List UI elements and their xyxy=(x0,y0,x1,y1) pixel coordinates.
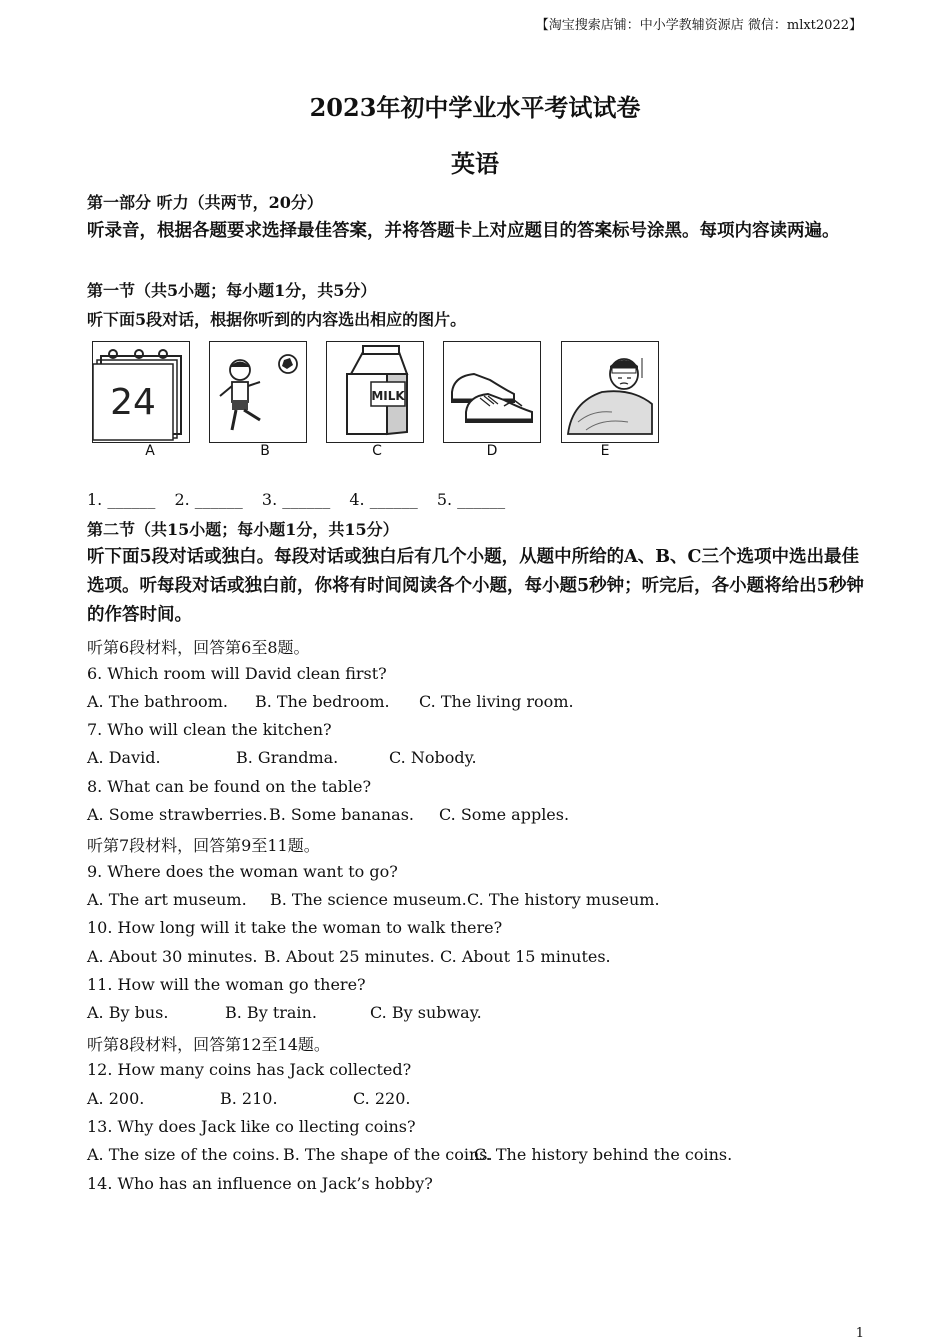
option: A. 200. xyxy=(87,1089,145,1108)
option: B. About 25 minutes. xyxy=(264,947,435,966)
question-10: 10. How long will it take the woman to walk there? xyxy=(87,918,503,937)
option: A. The size of the coins. xyxy=(87,1145,280,1164)
question-6: 6. Which room will David clean first? xyxy=(87,664,387,683)
calendar-number: 24 xyxy=(110,382,156,423)
option: B. The bedroom. xyxy=(255,692,390,711)
option: C. Some apples. xyxy=(439,805,570,824)
section1-heading: 第一节（共5小题；每小题1分，共5分） xyxy=(87,281,377,300)
question-14: 14. Who has an influence on Jack’s hobby? xyxy=(87,1174,433,1193)
group-intro: 听第7段材料，回答第9至11题。 xyxy=(87,836,320,855)
question-13: 13. Why does Jack like co llecting coins? xyxy=(87,1117,416,1136)
subject-title: 英语 xyxy=(451,149,499,178)
answer-blanks xyxy=(87,490,505,509)
sneakers-icon xyxy=(443,341,541,443)
option: C. The living room. xyxy=(419,692,574,711)
option: C. 220. xyxy=(353,1089,411,1108)
boy-kicking-ball-icon xyxy=(209,341,307,443)
sick-in-bed-icon xyxy=(561,341,659,443)
milk-carton-icon xyxy=(326,341,424,443)
option: A. David. xyxy=(87,748,161,767)
blank-4: 4. ______ xyxy=(349,490,418,509)
question-9: 9. Where does the woman want to go? xyxy=(87,862,398,881)
milk-label: MILK xyxy=(371,389,405,403)
option: B. By train. xyxy=(225,1003,317,1022)
option: B. The science museum. xyxy=(270,890,467,909)
option: A. By bus. xyxy=(87,1003,169,1022)
blank-5: 5. ______ xyxy=(436,490,506,509)
picture-label-a: A xyxy=(145,443,155,459)
option: B. Some bananas. xyxy=(269,805,415,824)
question-7: 7. Who will clean the kitchen? xyxy=(87,720,332,739)
picture-label-b: B xyxy=(260,443,270,459)
option: B. The shape of the coins. xyxy=(283,1145,493,1164)
option: B. 210. xyxy=(220,1089,278,1108)
option: A. The bathroom. xyxy=(87,692,228,711)
picture-label-e: E xyxy=(600,443,610,459)
option: C. About 15 minutes. xyxy=(440,947,611,966)
section2-instruction: 听下面5段对话或独白。每段对话或独白后有几个小题，从题中所给的A、B、C三个选项中选出最佳选项。听每段对话或独白前，你将有时间阅读各个小题，每小题5秒钟；听完后，各小题将给出5秒钟的作答时间。 xyxy=(87,547,864,625)
option: C. Nobody. xyxy=(389,748,477,767)
question-12: 12. How many coins has Jack collected? xyxy=(87,1060,412,1079)
group-intro: 听第6段材料，回答第6至8题。 xyxy=(87,638,310,657)
blank-3: 3. ______ xyxy=(261,490,331,509)
section2-heading: 第二节（共15小题；每小题1分，共15分） xyxy=(87,520,399,539)
part1-instruction: 听录音，根据各题要求选择最佳答案，并将答题卡上对应题目的答案标号涂黑。每项内容读两遍。 xyxy=(87,221,840,241)
blank-2: 2. ______ xyxy=(174,490,243,509)
question-8: 8. What can be found on the table? xyxy=(87,777,372,796)
option: A. Some strawberries. xyxy=(87,805,268,824)
section1-instruction: 听下面5段对话，根据你听到的内容选出相应的图片。 xyxy=(87,310,467,329)
page-header: 【淘宝搜索店铺：中小学教辅资源店 微信：mlxt2022】 xyxy=(535,18,862,33)
option: A. The art museum. xyxy=(87,890,247,909)
blank-1: 1. ______ xyxy=(87,490,156,509)
part1-heading: 第一部分 听力（共两节，20分） xyxy=(87,193,323,212)
group-intro: 听第8段材料，回答第12至14题。 xyxy=(87,1035,330,1054)
option: A. About 30 minutes. xyxy=(87,947,258,966)
picture-label-c: C xyxy=(372,443,382,459)
question-11: 11. How will the woman go there? xyxy=(87,975,366,994)
option: C. The history museum. xyxy=(467,890,660,909)
calendar-icon xyxy=(92,341,190,443)
option: C. By subway. xyxy=(370,1003,482,1022)
option: C. The history behind the coins. xyxy=(474,1145,733,1164)
exam-title: 2023年初中学业水平考试试卷 xyxy=(309,93,641,122)
option: B. Grandma. xyxy=(236,748,339,767)
picture-label-d: D xyxy=(486,443,498,459)
page-number: 1 xyxy=(855,1326,864,1341)
